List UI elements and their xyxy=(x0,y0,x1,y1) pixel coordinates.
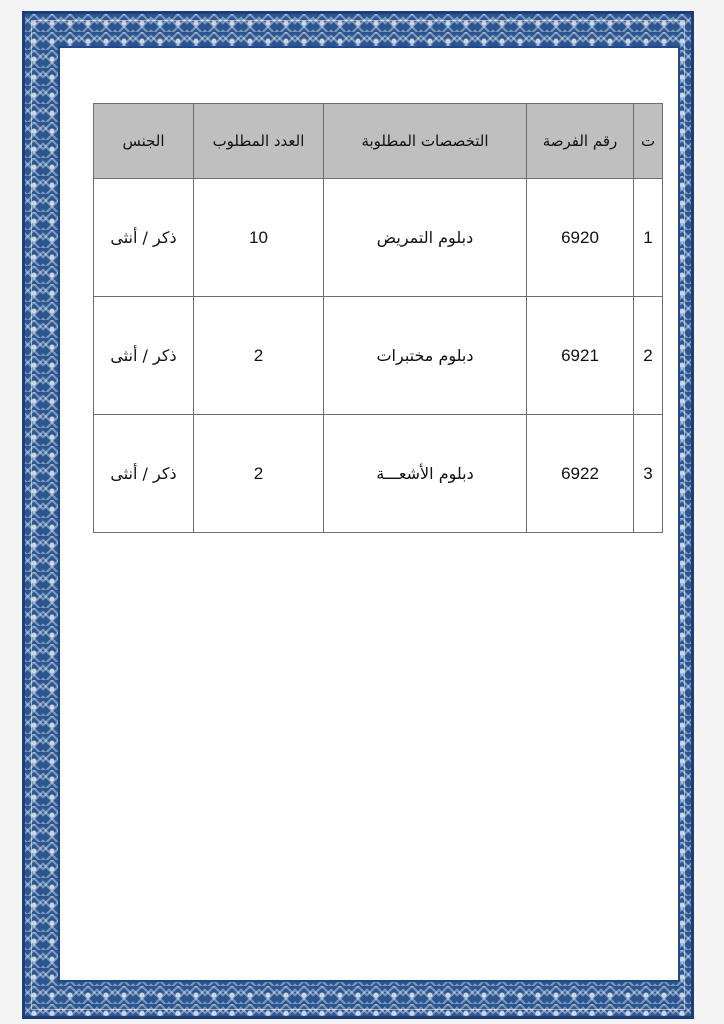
table-row xyxy=(94,297,663,415)
header-gender: الجنس xyxy=(94,104,194,179)
cell-required-count: 2 xyxy=(194,297,324,415)
header-required-count: العدد المطلوب xyxy=(194,104,324,179)
header-specializations: التخصصات المطلوبة xyxy=(324,104,527,179)
table-row xyxy=(94,415,663,533)
cell-required-count: 2 xyxy=(194,415,324,533)
opportunities-table-container xyxy=(93,103,656,522)
cell-specialization: دبلوم الأشعـــة xyxy=(324,415,527,533)
opportunities-table xyxy=(93,103,663,533)
cell-opportunity-number: 6921 xyxy=(527,297,634,415)
cell-gender: ذكر / أنثى xyxy=(94,415,194,533)
cell-index: 3 xyxy=(634,415,663,533)
cell-opportunity-number: 6922 xyxy=(527,415,634,533)
cell-gender: ذكر / أنثى xyxy=(94,179,194,297)
cell-required-count: 10 xyxy=(194,179,324,297)
cell-index: 2 xyxy=(634,297,663,415)
header-opportunity-number: رقم الفرصة xyxy=(527,104,634,179)
table-row xyxy=(94,179,663,297)
cell-gender: ذكر / أنثى xyxy=(94,297,194,415)
header-index: ت xyxy=(634,104,663,179)
cell-specialization: دبلوم التمريض xyxy=(324,179,527,297)
table-header-row xyxy=(94,104,663,179)
cell-opportunity-number: 6920 xyxy=(527,179,634,297)
cell-specialization: دبلوم مختبرات xyxy=(324,297,527,415)
cell-index: 1 xyxy=(634,179,663,297)
